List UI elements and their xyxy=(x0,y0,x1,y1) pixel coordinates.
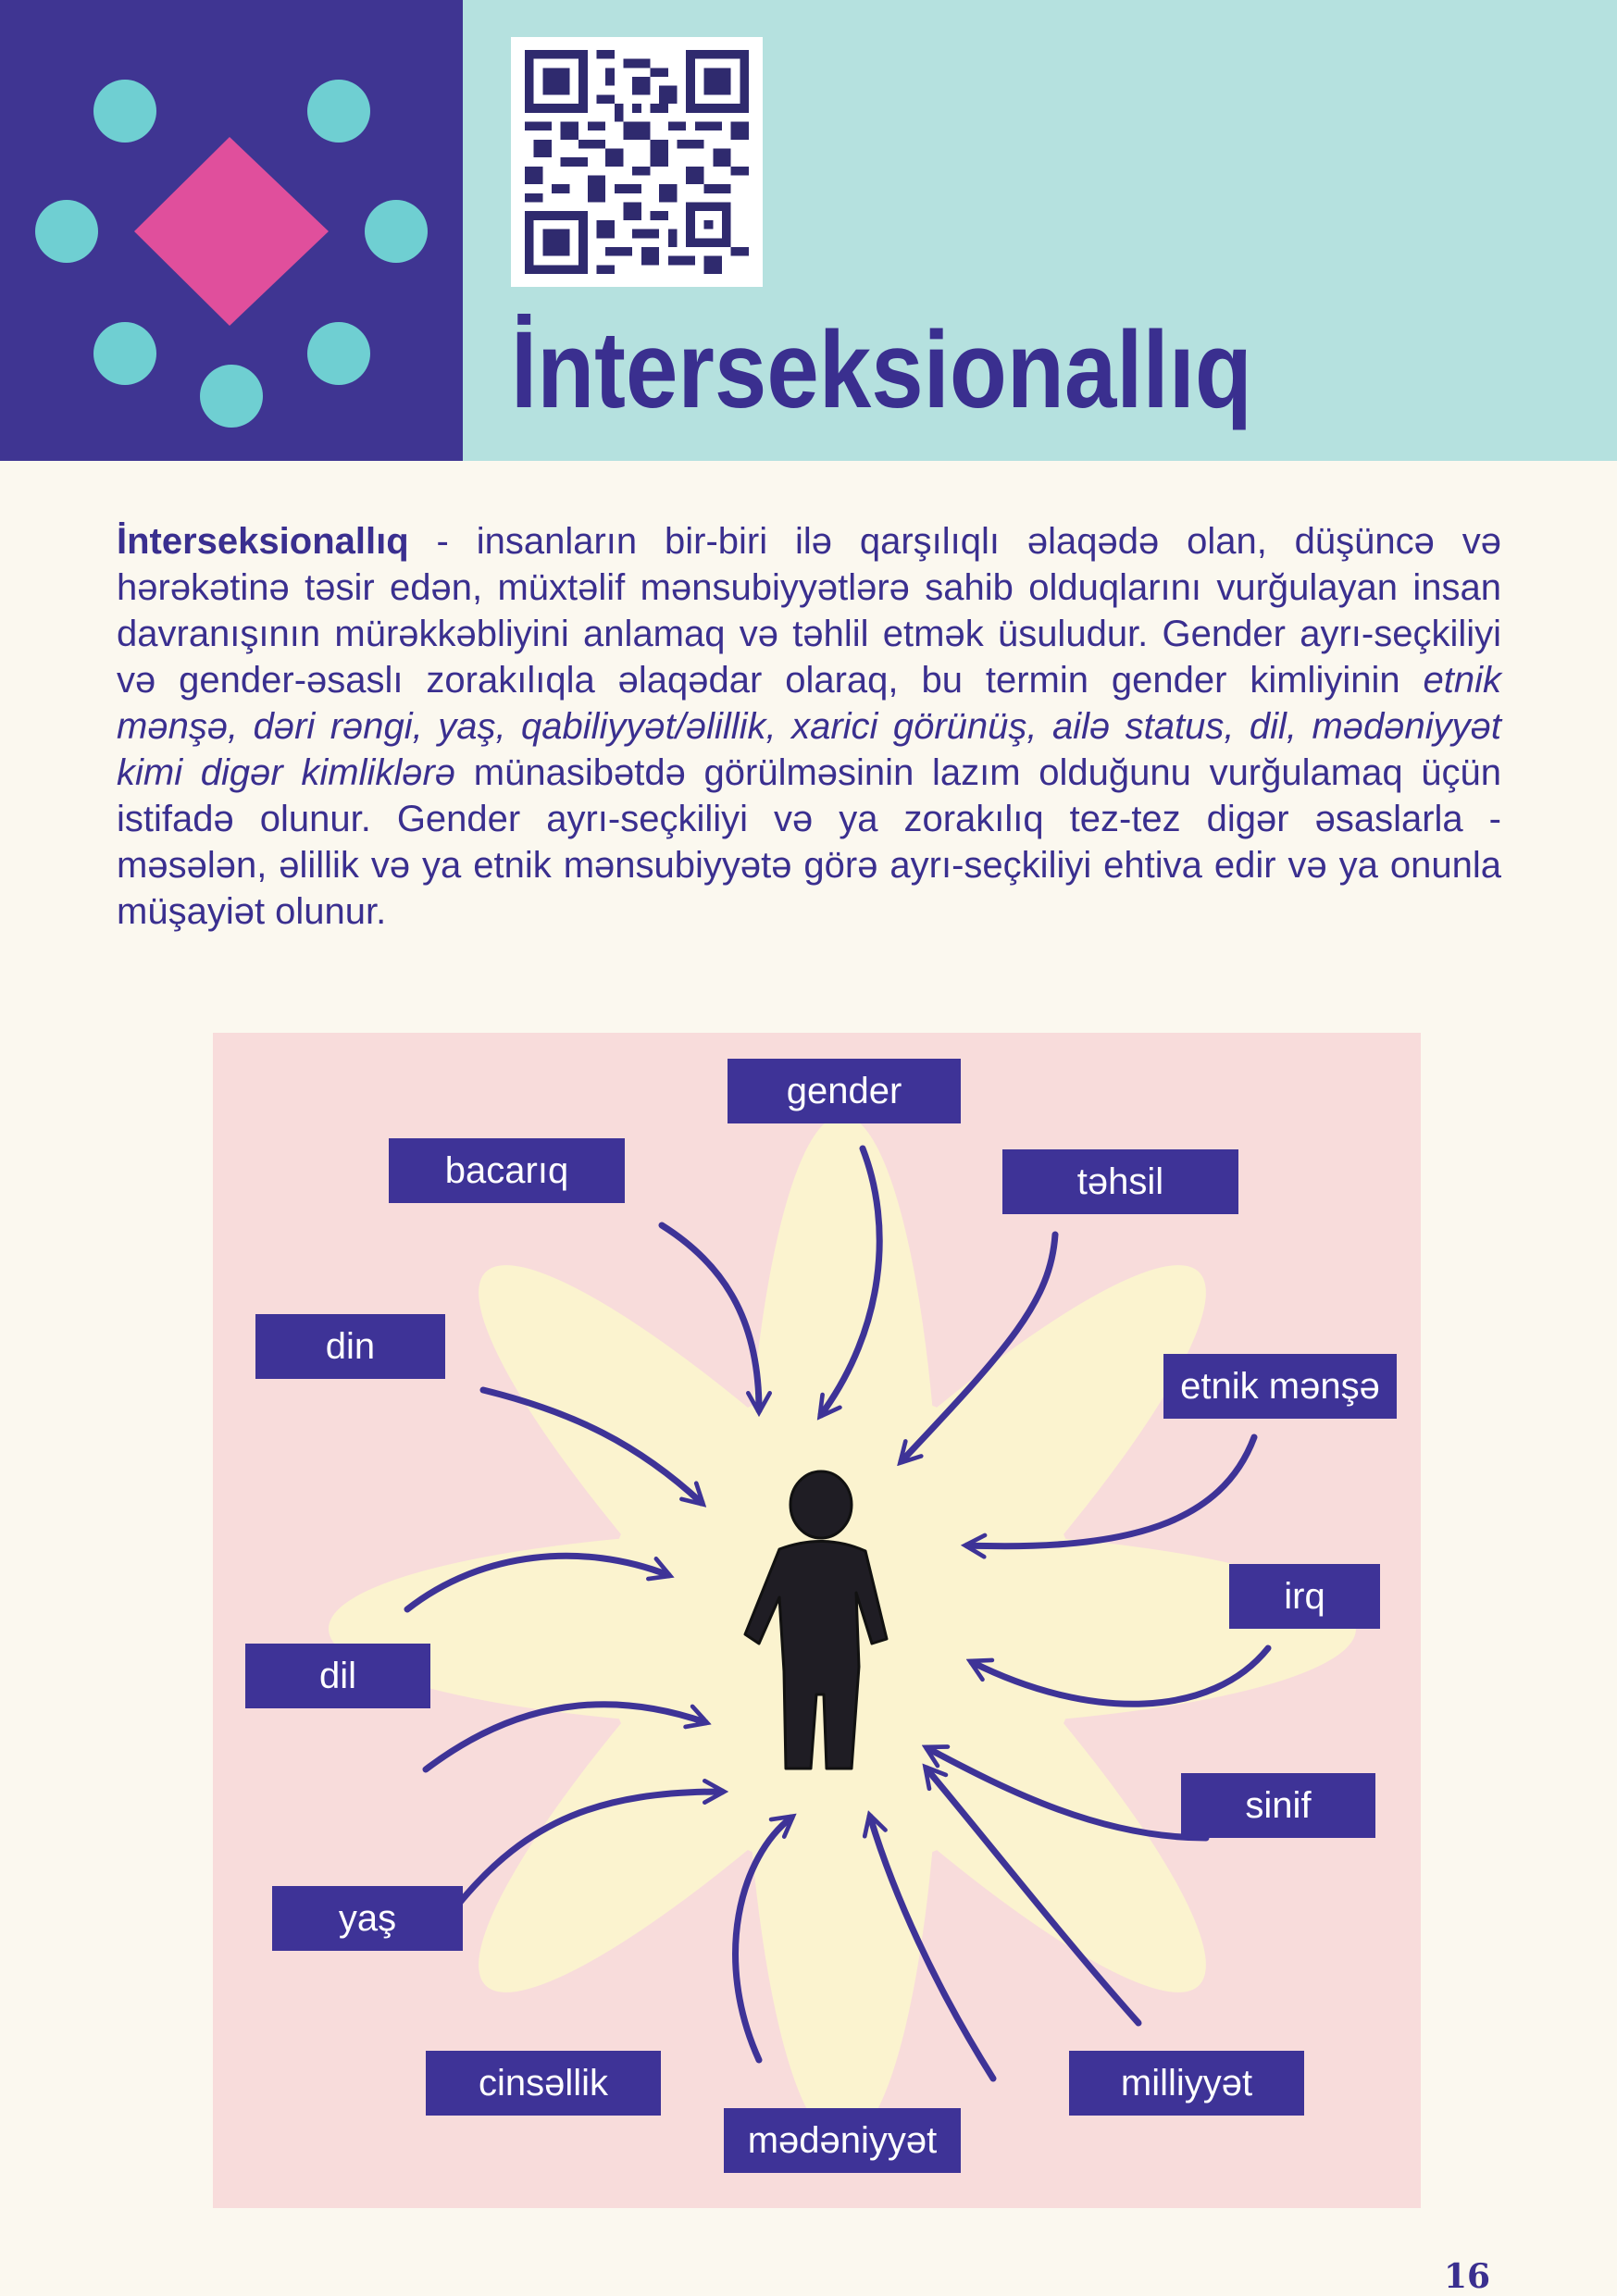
label-gender: gender xyxy=(728,1059,961,1123)
identity-diagram xyxy=(213,1033,1421,2208)
label-tehsil: təhsil xyxy=(1002,1149,1238,1214)
label-medeniyyet: mədəniyyət xyxy=(724,2108,961,2173)
label-bacariq: bacarıq xyxy=(389,1138,625,1203)
label-yas: yaş xyxy=(272,1886,463,1951)
page-title: İnterseksionallıq xyxy=(511,309,1252,431)
label-din: din xyxy=(255,1314,445,1379)
label-etnik-mense: etnik mənşə xyxy=(1163,1354,1397,1419)
intro-term: İnterseksionallıq xyxy=(117,521,409,562)
intro-italic-identities: etnik mənşə, dəri rəngi, yaş, qabiliyyət/əlillik, xarici görünüş, ailə status, dil, mədəniyyət kimi digər kimliklərə xyxy=(117,660,1501,793)
page-number: 16 xyxy=(1444,2257,1491,2296)
intro-paragraph xyxy=(117,518,1501,935)
diamond-circles-logo-icon xyxy=(0,0,463,461)
label-milliyyet: milliyyət xyxy=(1069,2051,1304,2116)
label-cinsellik: cinsəllik xyxy=(426,2051,661,2116)
label-irq: irq xyxy=(1229,1564,1380,1629)
intro-text-part2: münasibətdə görülməsinin lazım olduğunu vurğulamaq üçün istifadə olunur. Gender ayrı-seçkiliyi və ya zorakılıq tez-tez digər əsaslarla - məsələn, əlillik və ya etnik mənsubiyyətə görə ayrı-seçkiliyi ehtiva edir və ya onunla müşayiət olunur. xyxy=(117,752,1501,932)
intro-text-part1: - insanların bir-biri ilə qarşılıqlı əlaqədə olan, düşüncə və hərəkətinə təsir edən, müxtəlif mənsubiyyətlərə sahib olduqlarını vurğulayan insan davranışının mürəkkəbliyini anlamaq və təhlil etmək üsuludur. Gender ayrı-seçkiliyi və gender-əsaslı zorakılıqla əlaqədar olaraq, bu termin gender kimliyinin xyxy=(117,521,1501,701)
label-sinif: sinif xyxy=(1181,1773,1375,1838)
label-dil: dil xyxy=(245,1644,430,1708)
qr-code-icon[interactable] xyxy=(511,37,763,287)
